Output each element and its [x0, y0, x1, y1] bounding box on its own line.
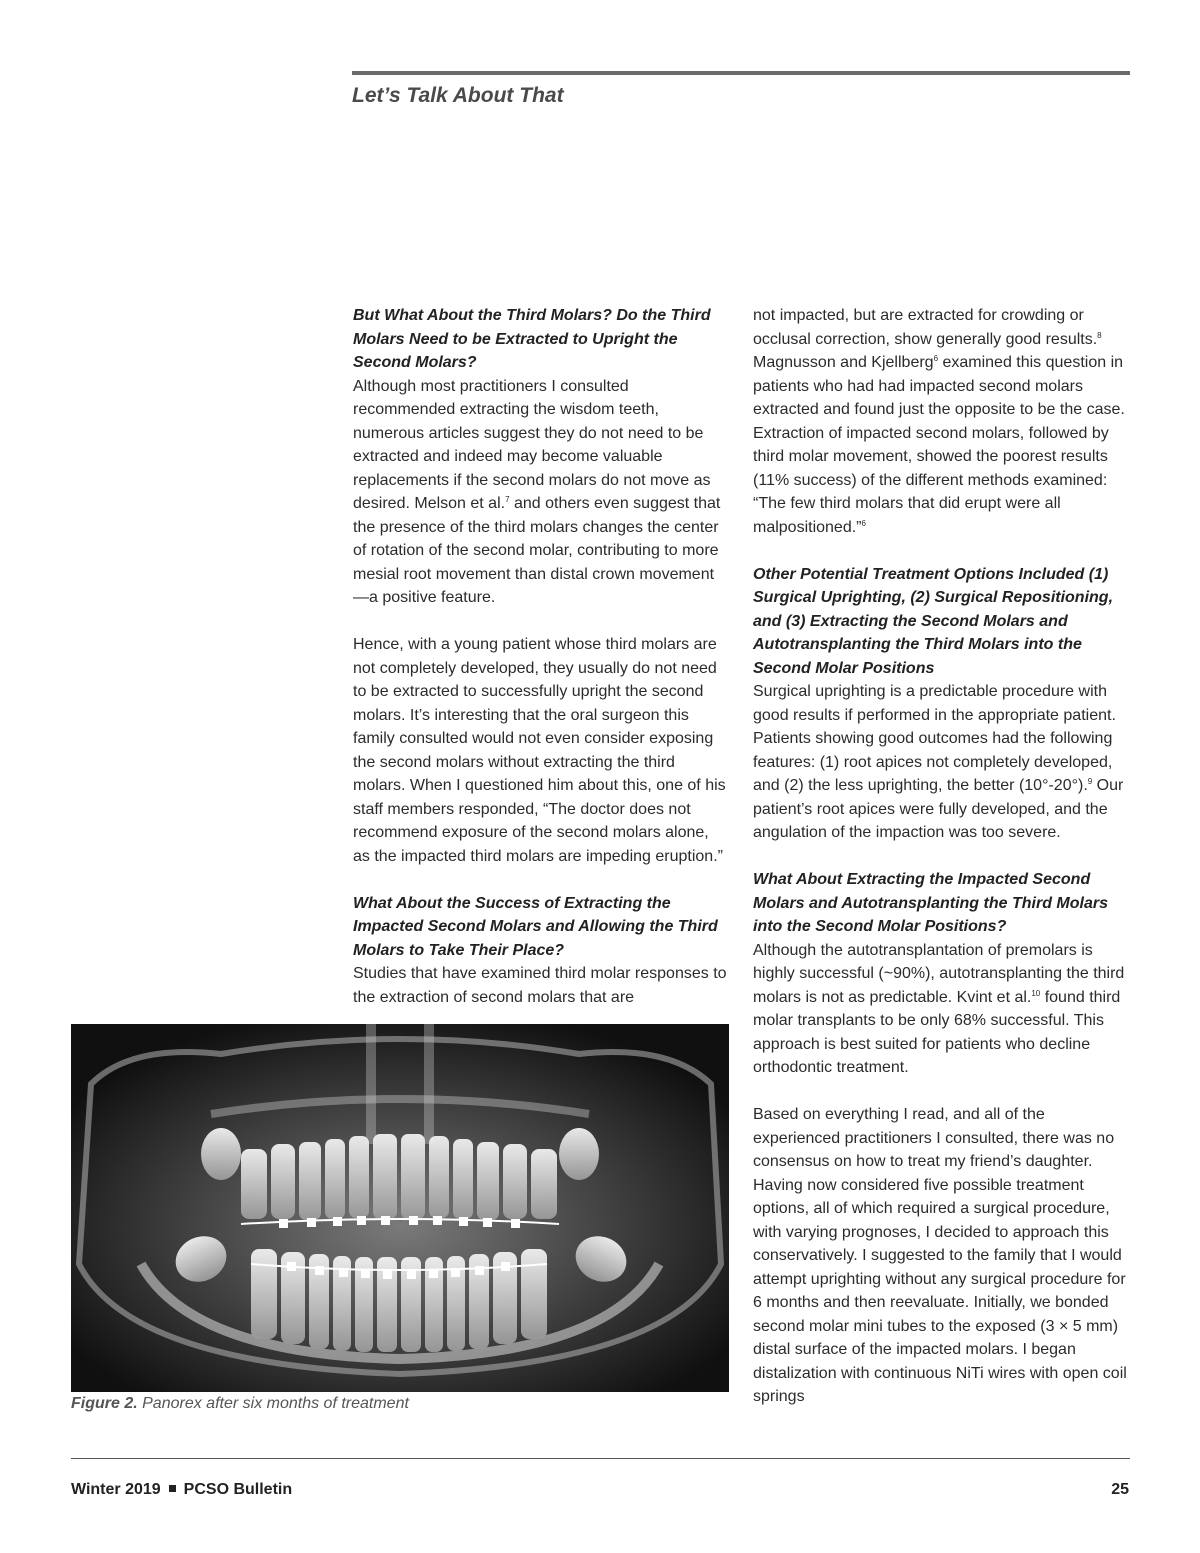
right-column [753, 304, 1133, 1409]
footer-rule [71, 1458, 1130, 1459]
left-heading-1: But What About the Third Molars? Do the Third Molars Need to be Extracted to Upright the Second Molars? [353, 307, 711, 371]
panorex-xray-image [71, 1024, 729, 1392]
figure-caption: Figure 2. Panorex after six months of treatment [71, 1395, 409, 1412]
right-paragraph-4: Based on everything I read, and all of the experienced practitioners I consulted, there was no consensus on how to treat my friend’s daughter. Having now considered five possible treatment options, all of which required a surgical procedure, with varying prognoses, I decided to approach this conservatively. I suggested to the family that I would attempt uprighting without any surgical procedure for 6 months and then reevaluate. Initially, we bonded second molar mini tubes to the exposed (3 × 5 mm) distal surface of the impacted molars. I began distalization with continuous NiTi wires with open coil springs [753, 1106, 1127, 1405]
reference-7: 7 [505, 495, 510, 504]
right-heading-1: Other Potential Treatment Options Included (1) Surgical Uprighting, (2) Surgical Repositioning, and (3) Extracting the Second Molars and Autotransplanting the Third Molars into the Second Molar Positions [753, 565, 1114, 677]
header-rule [352, 71, 1130, 75]
section-title: Let’s Talk About That [352, 84, 564, 107]
square-bullet-icon [169, 1485, 176, 1492]
page-number: 25 [1111, 1481, 1129, 1498]
left-paragraph-3: Studies that have examined third molar responses to the extraction of second molars that are [353, 965, 727, 1006]
right-paragraph-3: Although the autotransplantation of premolars is highly successful (~90%), autotransplanting the third molars is not as predictable. Kvint et al.$^{10}$ found third molar transplants to be only 68% successful. This approach is best suited for patients who decline orthodontic treatment. [753, 941, 1125, 1076]
left-paragraph-2: Hence, with a young patient whose third molars are not completely developed, they usually do not need to be extracted to successfully upright the second molars. It’s interesting that the oral surgeon this family consulted would not even consider exposing the second molars without extracting the third molars. When I questioned him about this, one of his staff members responded, “The doctor does not recommend exposure of the second molars alone, as the impacted third molars are impeding eruption.” [353, 636, 726, 865]
left-column [353, 304, 729, 1009]
footer-issue: Winter 2019 PCSO Bulletin [71, 1481, 293, 1498]
right-paragraph-1: not impacted, but are extracted for crowding or occlusal correction, show generally good results.$^8$ Magnusson and Kjellberg$^6$ examined this question in patients who had had impacted second molars extracted and found just the opposite to be the case. Extraction of impacted second molars, followed by third molar movement, showed the poorest results (11% success) of the different methods examined: “The few third molars that did erupt were all malpositioned.”$^6$ [753, 307, 1125, 536]
left-heading-2: What About the Success of Extracting the Impacted Second Molars and Allowing the Third Molars to Take Their Place? [353, 894, 718, 959]
right-heading-2: What About Extracting the Impacted Second Molars and Autotransplanting the Third Molars into the Second Molar Positions? [753, 871, 1108, 935]
right-paragraph-2: Surgical uprighting is a predictable procedure with good results if performed in the appropriate patient. Patients showing good outcomes had the following features: (1) root apices not completely developed, and (2) the less uprighting, the better (10°-20°).$^9$ Our patient’s root apices were fully developed, and the angulation of the impaction was too severe. [753, 683, 1124, 841]
left-paragraph-1: Although most practitioners I consulted recommended extracting the wisdom teeth, numerous articles suggest they do not need to be extracted and indeed may become valuable replacements if the second molars do not move as desired. Melson et al.$^7$ and others even suggest that the presence of the third molars changes the center of rotation of the second molar, contributing to more mesial root movement than distal crown movement—a positive feature. [353, 377, 721, 606]
